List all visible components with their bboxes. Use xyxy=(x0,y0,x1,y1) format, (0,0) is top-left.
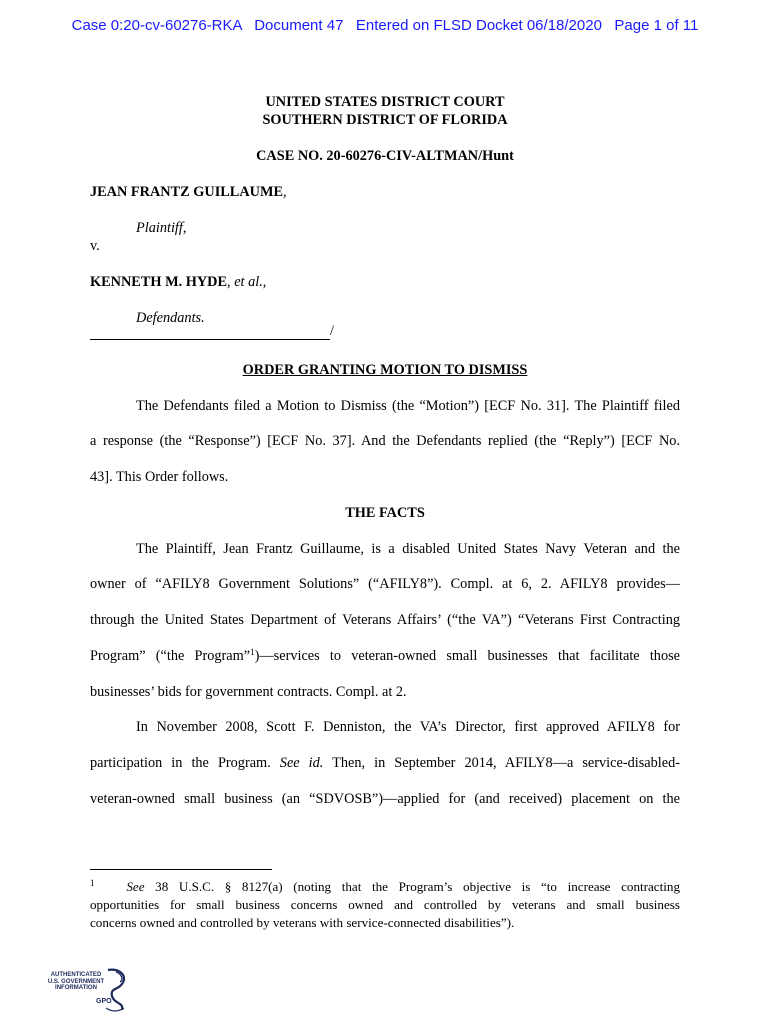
gpo-authentication-seal xyxy=(40,968,150,1016)
court-district: SOUTHERN DISTRICT OF FLORIDA xyxy=(262,112,508,128)
plaintiff-role xyxy=(136,220,186,237)
footnote-ref-1[interactable]: 1 xyxy=(250,647,255,657)
footnote-marker: 1 xyxy=(90,878,95,888)
footnote-line-1-text: 38 U.S.C. § 8127(a) (noting that the Program’s objective is “to increase contracting xyxy=(144,879,680,894)
footnote-line-1 xyxy=(90,879,680,895)
plaintiff-caption xyxy=(90,184,287,201)
facts-p1-line-4a: Program” (“the Program” xyxy=(90,648,251,664)
gpo-seal-line-1: AUTHENTICATED xyxy=(50,972,102,978)
plaintiff-role-suffix: , xyxy=(182,220,187,236)
facts-p1-line-1: The Plaintiff, Jean Frantz Guillaume, is a disabled United States Navy Veteran and the xyxy=(136,541,680,557)
caption-rule xyxy=(90,339,330,340)
facts-p2-line-3: veteran-owned small business (an “SDVOSB”)—applied for (and received) placement on the xyxy=(90,791,680,807)
defendant-name-sep: , xyxy=(227,274,235,290)
facts-p1-line-3: through the United States Department of Veterans Affairs’ (“the VA”) “Veterans First Contracting xyxy=(90,612,680,628)
facts-p1-line-5: businesses’ bids for government contracts. Compl. at 2. xyxy=(90,684,407,700)
facts-p2-line-2a: participation in the Program. xyxy=(90,755,280,771)
plaintiff-role-label: Plaintiff xyxy=(136,220,183,236)
case-number: CASE NO. 20-60276-CIV-ALTMAN/Hunt xyxy=(256,148,514,164)
intro-line-1: The Defendants filed a Motion to Dismiss (the “Motion”) [ECF No. 31]. The Plaintiff filed xyxy=(136,398,680,414)
facts-heading: THE FACTS xyxy=(345,505,425,521)
gpo-seal-line-3: INFORMATION xyxy=(55,985,97,991)
footnote-line-3: concerns owned and controlled by veterans with service-connected disabilities”). xyxy=(90,915,515,930)
intro-line-2: a response (the “Response”) [ECF No. 37]. And the Defendants replied (the “Reply”) [ECF No. xyxy=(90,433,680,449)
facts-p1-line-4b: )—services to veteran-owned small businesses that facilitate those xyxy=(254,648,680,664)
defendant-role xyxy=(136,310,205,327)
caption-slash: / xyxy=(330,323,334,339)
eagle-icon xyxy=(102,968,130,1014)
defendant-etal: et al. xyxy=(234,274,263,290)
footnote-line-2: opportunities for small business concerns owned and controlled by veterans and small business xyxy=(90,897,680,912)
plaintiff-name-suffix: , xyxy=(283,184,287,200)
footnote-see: See xyxy=(126,879,145,894)
plaintiff-name: JEAN FRANTZ GUILLAUME xyxy=(90,184,284,200)
intro-line-3: 43]. This Order follows. xyxy=(90,469,229,485)
facts-p2-line-2b: Then, in September 2014, AFILY8—a service-disabled- xyxy=(323,755,681,771)
footnote-rule xyxy=(90,869,272,870)
facts-p2-line-2 xyxy=(90,755,680,772)
gpo-seal-line-2: U.S. GOVERNMENT xyxy=(47,978,105,985)
defendant-caption xyxy=(90,274,266,291)
versus: v. xyxy=(90,238,100,254)
facts-p2-line-1: In November 2008, Scott F. Denniston, the VA’s Director, first approved AFILY8 for xyxy=(136,719,680,735)
gpo-mark: GPO xyxy=(96,998,112,1005)
defendant-role-label: Defendants. xyxy=(136,310,205,326)
facts-p1-line-4 xyxy=(90,648,680,665)
order-title: ORDER GRANTING MOTION TO DISMISS xyxy=(242,362,528,378)
facts-p1-line-2: owner of “AFILY8 Government Solutions” (“AFILY8”). Compl. at 6, 2. AFILY8 provides— xyxy=(90,576,680,592)
court-name: UNITED STATES DISTRICT COURT xyxy=(265,94,505,110)
docket-header: Case 0:20-cv-60276-RKA Document 47 Entered on FLSD Docket 06/18/2020 Page 1 of 11 xyxy=(71,17,699,34)
defendant-name: KENNETH M. HYDE xyxy=(90,274,228,290)
see-id-citation: See id. xyxy=(279,755,324,771)
defendant-etal-suffix: , xyxy=(262,274,267,290)
